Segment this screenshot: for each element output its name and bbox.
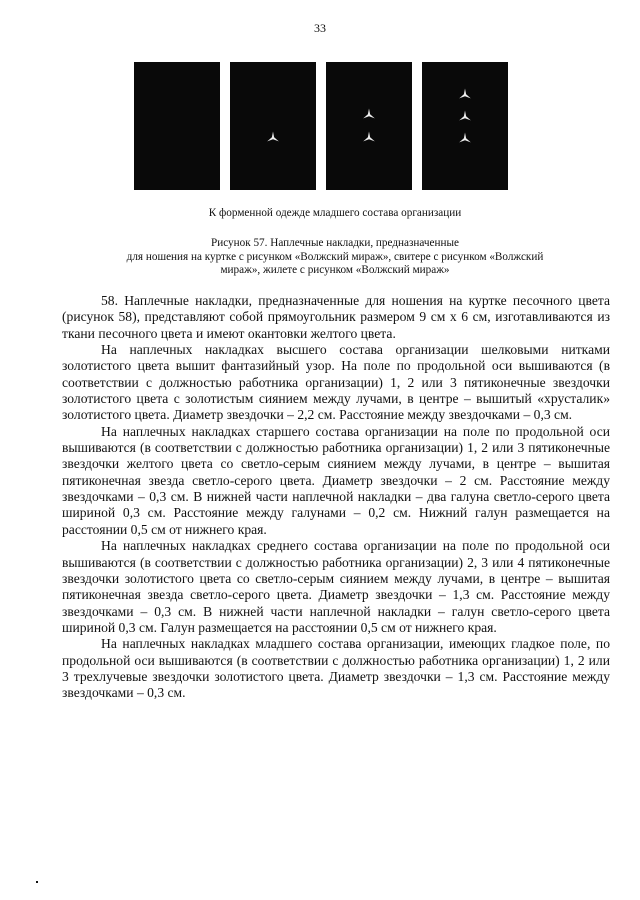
- shoulder-board-two-stars: [326, 62, 412, 190]
- page-number: 33: [314, 21, 326, 35]
- figure-subtitle: К форменной одежде младшего состава организации: [208, 207, 462, 219]
- three-ray-star-icon: [363, 108, 375, 121]
- caption-line: для ношения на куртке с рисунком «Волжский мираж», свитере с рисунком «Волжский: [126, 250, 544, 263]
- paragraph-middle-staff: На наплечных накладках среднего состава организации на поле по продольной оси вышиваются (в соответствии с должностью работника организации) 2, 3 или 4 пятиконечные звездочки золотистого цвета со светло-серым сиянием между лучами, в центре – вышитая пятиконечная звезда светло-серого цвета. Диаметр звездочки – 1,3 см. Расстояние между звездочками – 0,3 см. В нижней части наплечной накладки – галун светло-серого цвета шириной 0,3 см. Галун размещается на расстоянии 0,5 см от нижнего края.: [62, 538, 610, 635]
- caption-line: мираж», жилете с рисунком «Волжский мираж»: [220, 264, 450, 277]
- three-ray-star-icon: [363, 131, 375, 144]
- three-ray-star-icon: [459, 88, 471, 101]
- shoulder-board-three-stars: [422, 62, 508, 190]
- shoulder-board-one-star: [230, 62, 316, 190]
- scan-speck: [36, 881, 38, 883]
- shoulder-board-empty: [134, 62, 220, 190]
- three-ray-star-icon: [459, 110, 471, 123]
- three-ray-star-icon: [459, 132, 471, 145]
- figure-caption: [60, 237, 610, 278]
- paragraph-junior-staff: На наплечных накладках младшего состава организации, имеющих гладкое поле, по продольной оси вышиваются (в соответствии с должностью работника организации) 1, 2 или 3 трехлучевые звездочки золотистого цвета. Диаметр звездочки – 1,3 см. Расстояние между звездочками – 0,3 см.: [62, 636, 610, 701]
- caption-line: Рисунок 57. Наплечные накладки, предназначенные: [211, 237, 459, 249]
- paragraph-senior-staff: На наплечных накладках старшего состава организации на поле по продольной оси вышиваются (в соответствии с должностью работника организации) 1, 2 или 3 пятиконечные звездочки желтого цвета со светло-серым сиянием между лучами, в центре – вышитая пятиконечная звезда светло-серого цвета. Диаметр звездочки – 2 см. Расстояние между звездочками – 0,3 см. В нижней части наплечной накладки – два галуна светло-серого цвета шириной 0,3 см. Расстояние между галунами – 0,2 см. Нижний галун размещается на расстоянии 0,5 см от нижнего края.: [62, 423, 610, 537]
- three-ray-star-icon: [267, 131, 279, 144]
- document-body: [62, 293, 610, 702]
- paragraph-senior-management: На наплечных накладках высшего состава организации шелковыми нитками золотистого цвета вышит фантазийный узор. На поле по продольной оси вышиваются (в соответствии с должностью работника организации) 1, 2 или 3 пятиконечные звездочки золотистого цвета с золотистым сиянием между лучами, в центре – вышитый «хрусталик» золотистого цвета. Диаметр звездочки – 2,2 см. Расстояние между звездочками – 0,3 см.: [62, 342, 610, 423]
- paragraph-58: 58. Наплечные накладки, предназначенные для ношения на куртке песочного цвета (рисунок 58), представляют собой прямоугольник размером 9 см х 6 см, изготавливаются из ткани песочного цвета и имеют окантовки желтого цвета.: [62, 293, 610, 341]
